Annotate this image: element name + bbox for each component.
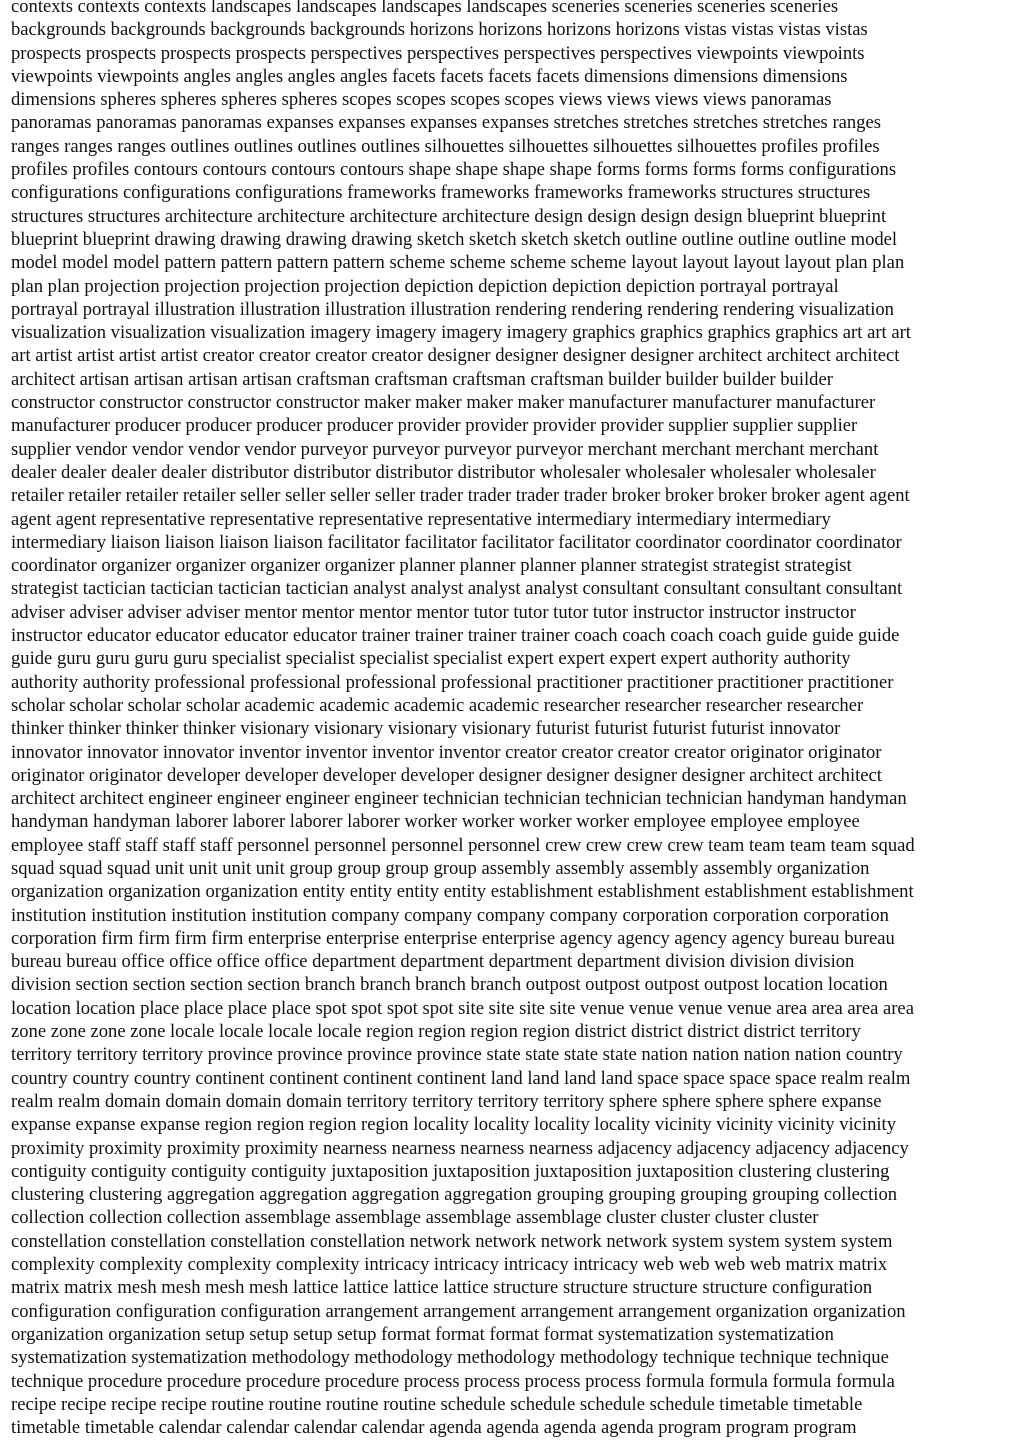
text-line: prospects prospects prospects prospects perspectives perspectives perspectives perspectives viewpoints viewpoints	[11, 42, 865, 64]
text-line: art artist artist artist artist creator creator creator creator designer designer designer designer architect architect architect	[11, 345, 900, 367]
text-line: systematization systematization methodology methodology methodology methodology technique technique technique	[11, 1347, 889, 1369]
text-line: architect artisan artisan artisan artisan craftsman craftsman craftsman craftsman builder builder builder builder	[11, 368, 833, 390]
text-line: scholar scholar scholar scholar academic academic academic academic researcher researcher researcher researcher	[11, 694, 864, 716]
text-line: country country country continent continent continent continent land land land land space space space space realm realm	[11, 1067, 911, 1089]
text-line: intermediary liaison liaison liaison liaison facilitator facilitator facilitator facilitator coordinator coordinator coordinator	[11, 531, 902, 553]
text-line: bureau bureau office office office office department department department department division division division	[11, 951, 855, 973]
text-line: organization organization setup setup setup setup format format format format systematization systematization	[11, 1323, 834, 1345]
text-line: territory territory territory province province province province state state state state nation nation nation nation country	[11, 1044, 903, 1066]
text-line: handyman handyman laborer laborer laborer laborer worker worker worker worker employee employee employee	[11, 811, 860, 833]
text-line: structures structures architecture architecture architecture architecture design design design design blueprint blueprint	[11, 205, 887, 227]
text-line: panoramas panoramas panoramas expanses expanses expanses expanses stretches stretches stretches stretches ranges	[11, 112, 881, 134]
text-line: supplier vendor vendor vendor vendor purveyor purveyor purveyor purveyor merchant merchant merchant merchant	[11, 438, 879, 460]
text-line: matrix matrix mesh mesh mesh mesh lattice lattice lattice lattice structure structure structure structure configuration	[11, 1277, 873, 1299]
text-line: realm realm domain domain domain domain territory territory territory territory sphere sphere sphere sphere expanse	[11, 1090, 882, 1112]
text-line: manufacturer producer producer producer producer provider provider provider provider supplier supplier supplier	[11, 415, 858, 437]
text-line: dealer dealer dealer dealer distributor distributor distributor distributor wholesaler wholesaler wholesaler wholesaler	[11, 461, 876, 483]
text-line: adviser adviser adviser adviser mentor mentor mentor mentor tutor tutor tutor tutor instructor instructor instructor	[11, 601, 856, 623]
text-line: zone zone zone zone locale locale locale locale region region region region district district district district territory	[11, 1021, 861, 1043]
text-line: contexts contexts contexts landscapes landscapes landscapes landscapes sceneries sceneries sceneries sceneries	[11, 0, 839, 17]
text-line: employee staff staff staff staff personnel personnel personnel personnel crew crew crew crew team team team team squad	[11, 834, 915, 856]
text-line: guide guru guru guru guru specialist specialist specialist specialist expert expert expert expert authority authority	[11, 648, 851, 670]
text-line: innovator innovator innovator inventor inventor inventor inventor creator creator creator creator originator originator	[11, 741, 882, 763]
text-line: recipe recipe recipe recipe routine routine routine routine schedule schedule schedule schedule timetable timetable	[11, 1393, 863, 1415]
text-line: location location place place place place spot spot spot spot site site site site venue venue venue venue area area area area	[11, 997, 914, 1019]
text-line: coordinator organizer organizer organizer organizer planner planner planner planner strategist strategist strategist	[11, 555, 852, 577]
text-line: expanse expanse expanse region region region region locality locality locality locality vicinity vicinity vicinity vicinity	[11, 1114, 897, 1136]
text-line: viewpoints viewpoints angles angles angles angles facets facets facets facets dimensions dimensions dimensions	[11, 65, 848, 87]
text-line: squad squad squad unit unit unit unit group group group group assembly assembly assembly assembly organization	[11, 857, 870, 879]
text-line: blueprint blueprint drawing drawing drawing drawing sketch sketch sketch sketch outline outline outline outline model	[11, 228, 898, 250]
text-line: constellation constellation constellation constellation network network network network system system system system	[11, 1230, 893, 1252]
text-line: model model model pattern pattern pattern pattern scheme scheme scheme scheme layout layout layout layout plan plan	[11, 252, 905, 274]
text-line: ranges ranges ranges outlines outlines outlines outlines silhouettes silhouettes silhouettes silhouettes profiles profiles	[11, 135, 880, 157]
text-line: originator originator developer developer developer developer designer designer designer designer architect architect	[11, 764, 882, 786]
text-line: portrayal portrayal illustration illustration illustration illustration rendering rendering rendering rendering visualization	[11, 298, 894, 320]
text-line: strategist tactician tactician tactician tactician analyst analyst analyst analyst consultant consultant consultant consultant	[11, 578, 903, 600]
text-line: organization organization organization entity entity entity entity establishment establishment establishment establishment	[11, 881, 914, 903]
text-line: complexity complexity complexity complexity intricacy intricacy intricacy intricacy web web web web matrix matrix	[11, 1254, 888, 1276]
text-line: thinker thinker thinker thinker visionary visionary visionary visionary futurist futurist futurist futurist innovator	[11, 718, 841, 740]
text-line: technique procedure procedure procedure procedure process process process process formula formula formula formula	[11, 1370, 895, 1392]
text-line: contiguity contiguity contiguity contiguity juxtaposition juxtaposition juxtaposition juxtaposition clustering clustering	[11, 1160, 890, 1182]
text-line: configuration configuration configuration arrangement arrangement arrangement arrangement organization organization	[11, 1300, 906, 1322]
text-line: division section section section section branch branch branch branch outpost outpost outpost outpost location location	[11, 974, 888, 996]
text-line: corporation firm firm firm firm enterprise enterprise enterprise enterprise agency agency agency agency bureau bureau	[11, 927, 895, 949]
text-line: instructor educator educator educator educator trainer trainer trainer trainer coach coach coach coach guide guide guide	[11, 625, 900, 647]
text-line: collection collection collection assemblage assemblage assemblage assemblage cluster cluster cluster cluster	[11, 1207, 819, 1229]
text-line: institution institution institution institution company company company company corporation corporation corporation	[11, 904, 889, 926]
text-line: retailer retailer retailer retailer seller seller seller seller trader trader trader trader broker broker broker broker agent agent	[11, 485, 910, 507]
text-line: agent agent representative representative representative representative intermediary intermediary intermediary	[11, 508, 831, 530]
text-line: architect architect engineer engineer engineer engineer technician technician technician technician handyman handyman	[11, 788, 907, 810]
text-line: backgrounds backgrounds backgrounds backgrounds horizons horizons horizons horizons vistas vistas vistas vistas	[11, 19, 868, 41]
text-line: plan plan projection projection projection projection depiction depiction depiction depiction portrayal portrayal	[11, 275, 839, 297]
text-line: dimensions spheres spheres spheres spheres scopes scopes scopes scopes views views views views panoramas	[11, 89, 832, 111]
text-line: configurations configurations configurations frameworks frameworks frameworks frameworks structures structures	[11, 182, 871, 204]
text-line: clustering clustering aggregation aggregation aggregation aggregation grouping grouping grouping grouping collection	[11, 1184, 898, 1206]
text-line: authority authority professional professional professional professional practitioner practitioner practitioner practitioner	[11, 671, 894, 693]
text-line: visualization visualization visualization imagery imagery imagery imagery graphics graphics graphics graphics art art art	[11, 322, 911, 344]
text-line: proximity proximity proximity proximity nearness nearness nearness nearness adjacency adjacency adjacency adjacency	[11, 1137, 909, 1159]
text-line: constructor constructor constructor constructor maker maker maker maker manufacturer manufacturer manufacturer	[11, 392, 876, 414]
text-line: profiles profiles contours contours contours contours shape shape shape shape forms forms forms forms configurations	[11, 159, 897, 181]
text-line: timetable timetable calendar calendar calendar calendar agenda agenda agenda agenda program program program	[11, 1417, 857, 1439]
